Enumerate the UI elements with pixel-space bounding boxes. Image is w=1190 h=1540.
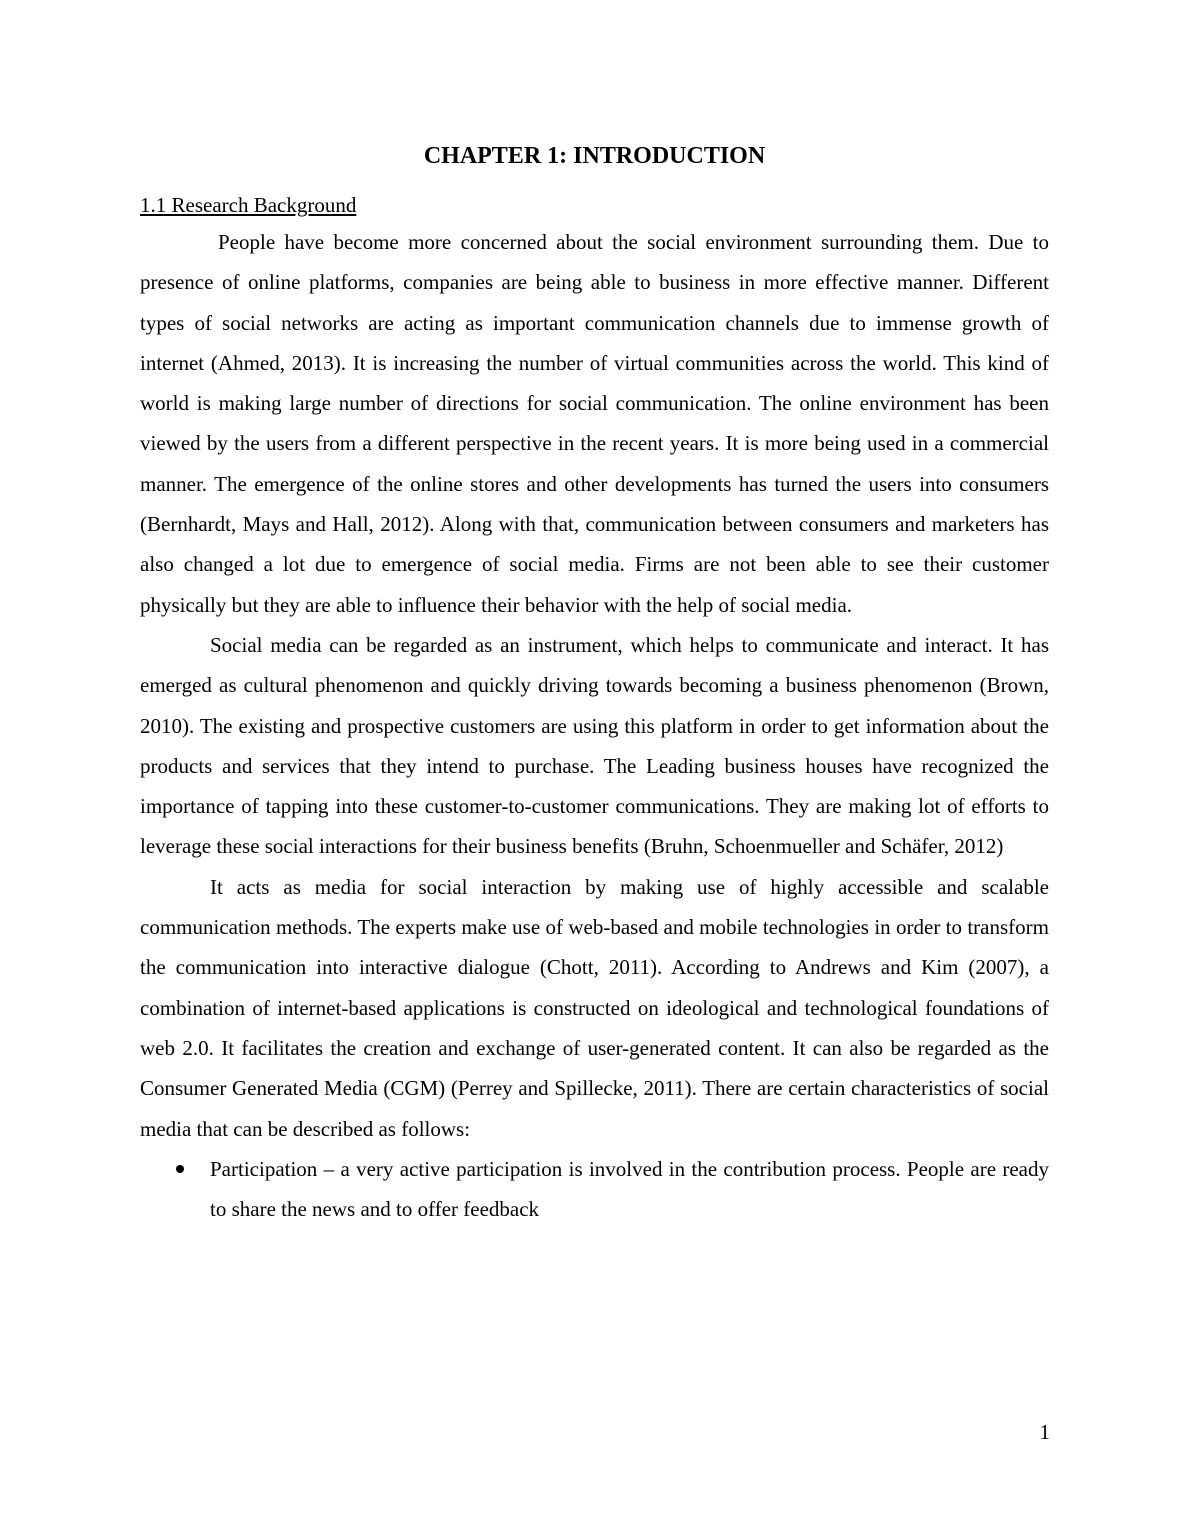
body-paragraph-1: People have become more concerned about the social environment surrounding them. Due to presence of online platforms, companies are being able to business in more effective manner. Different types of social networks are acting as important communication channels due to immense growth of internet (Ahmed, 2013). It is increasing the number of virtual communities across the world. This kind of world is making large number of directions for social communication. The online environment has been viewed by the users from a different perspective in the recent years. It is more being used in a commercial manner. The emergence of the online stores and other developments has turned the users into consumers (Bernhardt, Mays and Hall, 2012). Along with that, communication between consumers and marketers has also changed a lot due to emergence of social media. Firms are not been able to see their customer physically but they are able to influence their behavior with the help of social media. xyxy=(140,230,1049,617)
body-paragraph-2: Social media can be regarded as an instrument, which helps to communicate and interact. It has emerged as cultural phenomenon and quickly driving towards becoming a business phenomenon (Brown, 2010). The existing and prospective customers are using this platform in order to get information about the products and services that they intend to purchase. The Leading business houses have recognized the importance of tapping into these customer-to-customer communications. They are making lot of efforts to leverage these social interactions for their business benefits (Bruhn, Schoenmueller and Schäfer, 2012) xyxy=(140,632,1049,859)
characteristics-list xyxy=(140,1149,1049,1230)
bullet-icon xyxy=(176,1165,184,1173)
page-content xyxy=(140,138,1049,1229)
section-heading: 1.1 Research Background xyxy=(140,193,357,217)
body-paragraph-3: It acts as media for social interaction by making use of highly accessible and scalable communication methods. The experts make use of web-based and mobile technologies in order to transform the communication into interactive dialogue (Chott, 2011). According to Andrews and Kim (2007), a combination of internet-based applications is constructed on ideological and technological foundations of web 2.0. It facilitates the creation and exchange of user-generated content. It can also be regarded as the Consumer Generated Media (CGM) (Perrey and Spillecke, 2011). There are certain characteristics of social media that can be described as follows: xyxy=(140,874,1049,1141)
list-item xyxy=(140,1149,1049,1230)
list-item-text: Participation – a very active participation is involved in the contribution process. People are ready to share the news and to offer feedback xyxy=(210,1156,1049,1222)
chapter-title: CHAPTER 1: INTRODUCTION xyxy=(423,143,766,169)
page-number: 1 xyxy=(1039,1420,1050,1444)
